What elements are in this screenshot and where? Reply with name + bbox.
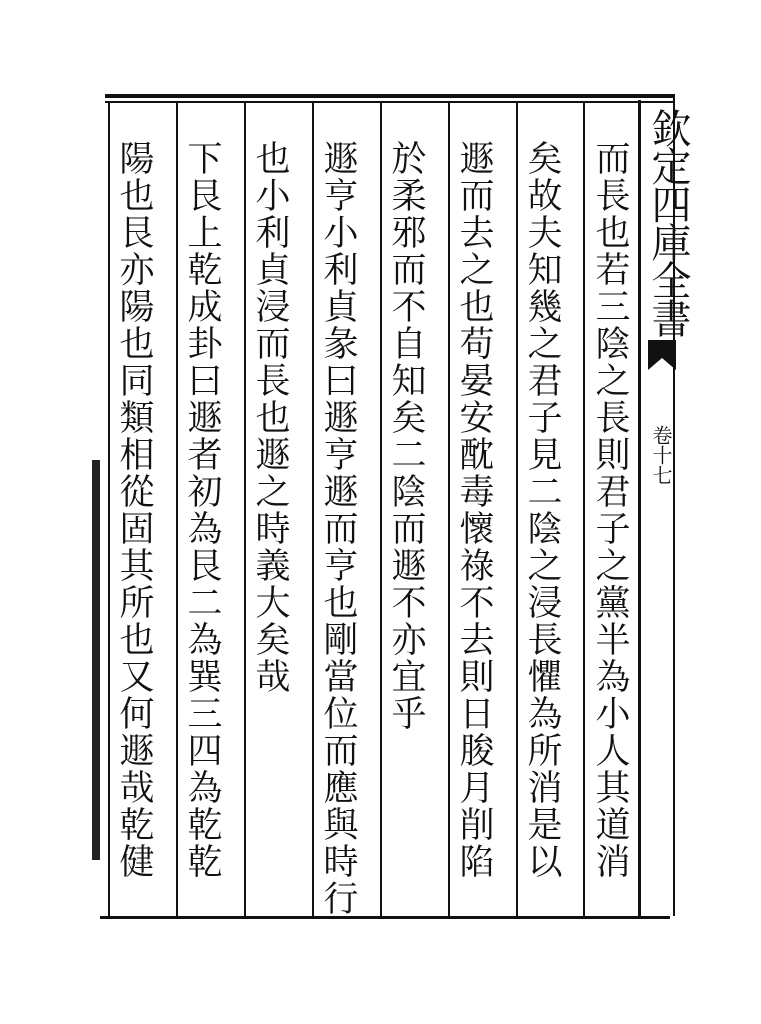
text-column-1: 而長也若三陰之長則君子之黨半為小人其道消 bbox=[590, 140, 630, 880]
top-border-inner bbox=[105, 101, 675, 103]
column-rule bbox=[583, 103, 585, 916]
top-border-outer bbox=[105, 94, 675, 98]
bottom-border bbox=[100, 916, 670, 919]
text-column-3: 遯而去之也苟晏安酖毒懷祿不去則日朘月削陷 bbox=[454, 140, 494, 880]
column-rule bbox=[516, 103, 518, 916]
column-rule bbox=[108, 103, 110, 916]
fish-tail-mark bbox=[648, 340, 676, 370]
text-column-5: 遯亨小利貞彖曰遯亨遯而亨也剛當位而應與時行 bbox=[318, 140, 358, 917]
column-rule bbox=[448, 103, 450, 916]
text-column-8: 陽也艮亦陽也同類相從固其所也又何遯哉乾健 bbox=[114, 140, 154, 880]
margin-divider bbox=[638, 100, 641, 918]
margin-book-title: 欽定四庫全書 bbox=[645, 108, 691, 336]
column-rule bbox=[380, 103, 382, 916]
margin-juan-label: 卷十七 bbox=[649, 425, 673, 485]
text-column-4: 於柔邪而不自知矣二陰而遯不亦宜乎 bbox=[386, 140, 426, 732]
binding-edge-mark bbox=[92, 460, 100, 860]
text-column-6: 也小利貞浸而長也遯之時義大矣哉 bbox=[250, 140, 290, 695]
text-column-2: 矣故夫知幾之君子見二陰之浸長懼為所消是以 bbox=[522, 140, 562, 880]
column-rule bbox=[244, 103, 246, 916]
column-rule bbox=[176, 103, 178, 916]
text-column-7: 下艮上乾成卦曰遯者初為艮二為巽三四為乾乾 bbox=[182, 140, 222, 880]
column-rule bbox=[312, 103, 314, 916]
